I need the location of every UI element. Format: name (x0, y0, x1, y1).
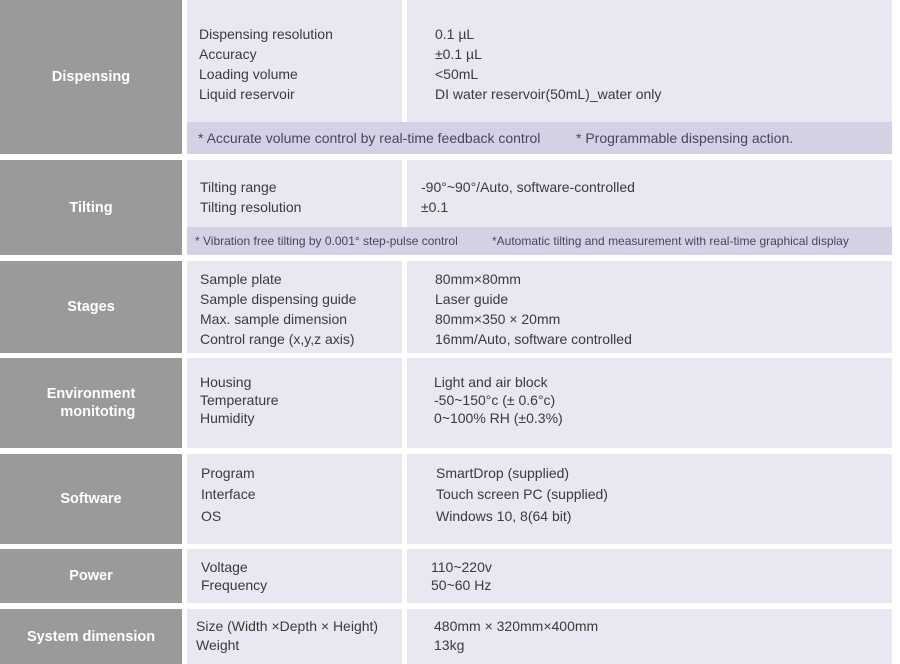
spec-label: Frequency (201, 577, 268, 593)
spec-value: ±0.1 µL (435, 46, 482, 62)
spec-label: Sample plate (200, 271, 282, 287)
category-software (0, 454, 182, 544)
spec-label: Housing (200, 374, 252, 390)
value-cell (407, 358, 892, 448)
spec-label: Sample dispensing guide (200, 291, 357, 307)
spec-label: OS (201, 508, 222, 524)
spec-value: 480mm × 320mm×400mm (434, 618, 599, 634)
label-cell (187, 0, 402, 122)
category-stages (0, 261, 182, 353)
spec-label: Max. sample dimension (200, 311, 348, 327)
spec-value: SmartDrop (supplied) (436, 465, 570, 481)
value-cell (407, 261, 892, 353)
spec-label: Loading volume (199, 66, 298, 82)
value-cell (407, 454, 892, 544)
label-cell (187, 454, 402, 544)
category-label-line: Power (69, 568, 113, 584)
category-label-line: System dimension (26, 628, 156, 645)
category-environment-monitoting (0, 358, 182, 448)
section-software (0, 454, 892, 544)
category-label (67, 298, 115, 316)
section-tilting (0, 160, 892, 255)
spec-value: 0~100% RH (±0.3%) (434, 410, 563, 426)
category-label-line: monitoting (60, 404, 136, 420)
feature-note: * Vibration free tilting by 0.001° step-pulse control (195, 234, 458, 248)
spec-value: 80mm×80mm (435, 271, 521, 287)
section-environment-monitoting (0, 358, 892, 448)
category-power (0, 549, 182, 603)
category-label-line: Software (60, 491, 122, 507)
spec-label: Voltage (201, 559, 248, 575)
section-power (0, 549, 892, 603)
spec-label: Size (Width ×Depth × Height) (196, 618, 379, 634)
value-cell (407, 160, 892, 227)
spec-value: 50~60 Hz (431, 577, 492, 593)
category-tilting (0, 160, 182, 255)
spec-value: 110~220v (431, 559, 492, 575)
category-label (47, 385, 136, 421)
value-cell (407, 609, 892, 664)
spec-value: <50mL (435, 66, 479, 82)
feature-note: * Programmable dispensing action. (576, 130, 794, 146)
category-label (60, 490, 121, 508)
feature-note-bar (187, 122, 892, 154)
spec-label: Liquid reservoir (199, 86, 295, 102)
feature-note-bar (187, 227, 892, 255)
label-cell (187, 358, 402, 448)
category-label-line: Dispensing (51, 69, 131, 85)
category-label-line: Environment (46, 386, 136, 402)
spec-value: 0.1 µL (435, 26, 475, 42)
category-label (52, 68, 130, 86)
spec-value: Touch screen PC (supplied) (436, 486, 608, 502)
spec-label: Temperature (200, 392, 279, 408)
spec-value: 16mm/Auto, software controlled (435, 331, 632, 347)
category-label (27, 628, 155, 646)
spec-label: Interface (201, 486, 256, 502)
spec-label: Weight (196, 637, 240, 653)
spec-label: Tilting range (200, 179, 277, 195)
category-label (69, 199, 112, 217)
feature-note: * Accurate volume control by real-time feedback control (198, 130, 541, 146)
spec-value: 80mm×350 × 20mm (435, 311, 561, 327)
spec-label: Dispensing resolution (199, 26, 333, 42)
spec-label: Accuracy (199, 46, 257, 62)
category-label-line: Stages (67, 299, 115, 315)
category-label (69, 567, 113, 585)
spec-value: -90°~90°/Auto, software-controlled (421, 179, 635, 195)
spec-value: Light and air block (434, 374, 548, 390)
label-cell (187, 160, 402, 227)
feature-note: *Automatic tilting and measurement with real-time graphical display (492, 234, 849, 248)
spec-value: Windows 10, 8(64 bit) (436, 508, 572, 524)
section-dispensing (0, 0, 892, 154)
value-cell (407, 0, 892, 122)
category-label-line: Tilting (69, 199, 113, 216)
section-stages (0, 261, 892, 353)
label-cell (187, 609, 402, 664)
spec-value: -50~150°c (± 0.6°c) (434, 392, 556, 408)
section-system-dimension (0, 609, 892, 664)
spec-label: Tilting resolution (200, 199, 302, 215)
label-cell (187, 261, 402, 353)
spec-label: Control range (x,y,z axis) (200, 331, 355, 347)
spec-value: 13kg (434, 637, 465, 653)
value-cell (407, 549, 892, 603)
spec-value: Laser guide (435, 291, 509, 307)
spec-value: ±0.1 (421, 199, 449, 215)
spec-label: Humidity (200, 410, 255, 426)
spec-value: DI water reservoir(50mL)_water only (435, 86, 662, 102)
spec-label: Program (201, 465, 255, 481)
category-system-dimension (0, 609, 182, 664)
label-cell (187, 549, 402, 603)
category-dispensing (0, 0, 182, 154)
